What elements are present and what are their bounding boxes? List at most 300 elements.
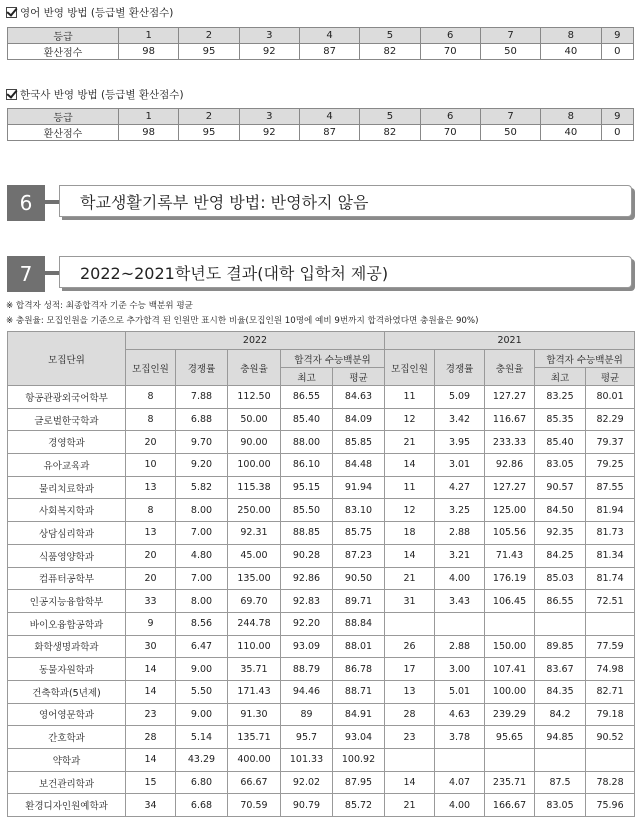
- grade-cell: 4: [299, 109, 359, 125]
- score-cell: 50: [480, 125, 540, 141]
- value-cell: 87.55: [586, 476, 635, 499]
- value-cell: 14: [126, 658, 176, 681]
- value-cell: 92.83: [281, 590, 333, 613]
- unit-name: 약학과: [8, 749, 126, 772]
- history-grade-table: [7, 108, 634, 141]
- section-number: 7: [7, 256, 45, 292]
- section-heading: 학교생활기록부 반영 방법: 반영하지 않음: [59, 185, 632, 217]
- value-cell: 171.43: [228, 680, 281, 703]
- value-cell: 6.80: [176, 771, 228, 794]
- value-cell: 71.43: [485, 544, 535, 567]
- score-cell: 70: [420, 125, 480, 141]
- value-cell: [586, 612, 635, 635]
- value-cell: 127.27: [485, 386, 535, 409]
- value-cell: 14: [385, 544, 435, 567]
- section-7-banner: [7, 256, 632, 292]
- value-cell: 3.01: [435, 454, 485, 477]
- table-row: [8, 635, 635, 658]
- table-row: [8, 703, 635, 726]
- score-cell: 82: [360, 44, 420, 60]
- value-cell: 100.00: [228, 454, 281, 477]
- value-cell: 86.10: [281, 454, 333, 477]
- avg-header: 평균: [333, 368, 385, 386]
- grade-cell: 3: [239, 28, 299, 44]
- section-heading: 2022~2021학년도 결과(대학 입학처 제공): [59, 256, 632, 288]
- score-cell: 95: [179, 125, 239, 141]
- value-cell: 92.86: [485, 454, 535, 477]
- score-cell: 0: [601, 125, 634, 141]
- value-cell: 20: [126, 431, 176, 454]
- value-cell: 81.94: [586, 499, 635, 522]
- value-cell: 84.63: [333, 386, 385, 409]
- grade-cell: 2: [179, 109, 239, 125]
- unit-name: 인공지능융합학부: [8, 590, 126, 613]
- value-cell: 84.25: [535, 544, 586, 567]
- value-cell: 14: [385, 454, 435, 477]
- score-label: 환산점수: [8, 44, 119, 60]
- value-cell: 112.50: [228, 386, 281, 409]
- value-cell: 30: [126, 635, 176, 658]
- value-cell: 21: [385, 567, 435, 590]
- value-cell: [586, 749, 635, 772]
- value-cell: 81.73: [586, 522, 635, 545]
- unit-name: 컴퓨터공학부: [8, 567, 126, 590]
- grade-cell: 5: [360, 28, 420, 44]
- grade-cell: 8: [541, 109, 601, 125]
- value-cell: 2.88: [435, 635, 485, 658]
- score-cell: 87: [299, 44, 359, 60]
- fill-header: 충원율: [485, 350, 535, 386]
- note-score: ※ 합격자 성적: 최종합격자 기준 수능 백분위 평균: [6, 301, 193, 311]
- value-cell: 12: [385, 408, 435, 431]
- value-cell: 83.25: [535, 386, 586, 409]
- value-cell: 92.86: [281, 567, 333, 590]
- value-cell: 7.00: [176, 567, 228, 590]
- value-cell: 106.45: [485, 590, 535, 613]
- value-cell: 8: [126, 386, 176, 409]
- unit-name: 건축학과(5년제): [8, 680, 126, 703]
- value-cell: 3.95: [435, 431, 485, 454]
- value-cell: 87.23: [333, 544, 385, 567]
- grade-cell: 5: [360, 109, 420, 125]
- value-cell: 150.00: [485, 635, 535, 658]
- section-number: 6: [7, 185, 45, 221]
- value-cell: 94.85: [535, 726, 586, 749]
- score-cell: 40: [541, 44, 601, 60]
- value-cell: 85.40: [281, 408, 333, 431]
- value-cell: 84.91: [333, 703, 385, 726]
- unit-name: 보건관리학과: [8, 771, 126, 794]
- value-cell: 74.98: [586, 658, 635, 681]
- value-cell: 3.21: [435, 544, 485, 567]
- value-cell: 115.38: [228, 476, 281, 499]
- value-cell: 12: [385, 499, 435, 522]
- value-cell: 2.88: [435, 522, 485, 545]
- value-cell: [485, 612, 535, 635]
- value-cell: 6.88: [176, 408, 228, 431]
- value-cell: 84.35: [535, 680, 586, 703]
- unit-name: 식품영양학과: [8, 544, 126, 567]
- grade-cell: 7: [480, 109, 540, 125]
- value-cell: 3.42: [435, 408, 485, 431]
- checkbox-icon: [6, 7, 17, 18]
- value-cell: 31: [385, 590, 435, 613]
- value-cell: 92.31: [228, 522, 281, 545]
- value-cell: 87.95: [333, 771, 385, 794]
- value-cell: 88.01: [333, 635, 385, 658]
- value-cell: 135.00: [228, 567, 281, 590]
- value-cell: 85.35: [535, 408, 586, 431]
- score-cell: 50: [480, 44, 540, 60]
- value-cell: 235.71: [485, 771, 535, 794]
- unit-name: 환경디자인원예학과: [8, 794, 126, 817]
- history-section-title: 한국사 반영 방법 (등급별 환산점수): [6, 87, 184, 102]
- value-cell: 86.55: [281, 386, 333, 409]
- value-cell: 400.00: [228, 749, 281, 772]
- table-row: [8, 476, 635, 499]
- avg-header: 평균: [586, 368, 635, 386]
- value-cell: 85.75: [333, 522, 385, 545]
- value-cell: 80.01: [586, 386, 635, 409]
- value-cell: [435, 749, 485, 772]
- value-cell: 88.85: [281, 522, 333, 545]
- table-row: [8, 431, 635, 454]
- value-cell: 88.00: [281, 431, 333, 454]
- unit-name: 경영학과: [8, 431, 126, 454]
- value-cell: [385, 612, 435, 635]
- value-cell: 83.05: [535, 454, 586, 477]
- value-cell: 11: [385, 386, 435, 409]
- grade-cell: 9: [601, 109, 634, 125]
- value-cell: 84.48: [333, 454, 385, 477]
- value-cell: 88.79: [281, 658, 333, 681]
- value-cell: 8.00: [176, 590, 228, 613]
- value-cell: 4.27: [435, 476, 485, 499]
- value-cell: 9.70: [176, 431, 228, 454]
- value-cell: 90.00: [228, 431, 281, 454]
- table-row: [8, 386, 635, 409]
- value-cell: 43.29: [176, 749, 228, 772]
- value-cell: 4.00: [435, 794, 485, 817]
- value-cell: 50.00: [228, 408, 281, 431]
- quota-header: 모집인원: [385, 350, 435, 386]
- value-cell: 8: [126, 408, 176, 431]
- value-cell: 18: [385, 522, 435, 545]
- unit-name: 물리치료학과: [8, 476, 126, 499]
- value-cell: 13: [126, 476, 176, 499]
- unit-name: 동물자원학과: [8, 658, 126, 681]
- table-row: [8, 680, 635, 703]
- value-cell: 86.55: [535, 590, 586, 613]
- section-6-banner: [7, 185, 632, 221]
- value-cell: 84.2: [535, 703, 586, 726]
- score-cell: 82: [360, 125, 420, 141]
- grade-cell: 1: [119, 109, 179, 125]
- value-cell: 66.67: [228, 771, 281, 794]
- value-cell: 91.94: [333, 476, 385, 499]
- value-cell: 83.05: [535, 794, 586, 817]
- value-cell: 88.84: [333, 612, 385, 635]
- grade-label: 등급: [8, 109, 119, 125]
- max-header: 최고: [535, 368, 586, 386]
- unit-name: 영어영문학과: [8, 703, 126, 726]
- grade-cell: 9: [601, 28, 634, 44]
- value-cell: [535, 749, 586, 772]
- grade-cell: 1: [119, 28, 179, 44]
- value-cell: 95.15: [281, 476, 333, 499]
- table-row: [8, 749, 635, 772]
- rate-header: 경쟁률: [435, 350, 485, 386]
- value-cell: [435, 612, 485, 635]
- value-cell: 5.09: [435, 386, 485, 409]
- value-cell: 23: [385, 726, 435, 749]
- table-row: [8, 590, 635, 613]
- unit-name: 상담심리학과: [8, 522, 126, 545]
- value-cell: 107.41: [485, 658, 535, 681]
- value-cell: 8: [126, 499, 176, 522]
- value-cell: 244.78: [228, 612, 281, 635]
- value-cell: 7.88: [176, 386, 228, 409]
- max-header: 최고: [281, 368, 333, 386]
- value-cell: 70.59: [228, 794, 281, 817]
- value-cell: 11: [385, 476, 435, 499]
- table-row: [8, 408, 635, 431]
- value-cell: 81.74: [586, 567, 635, 590]
- value-cell: 79.37: [586, 431, 635, 454]
- score-cell: 87: [299, 125, 359, 141]
- value-cell: 93.04: [333, 726, 385, 749]
- results-table: [7, 331, 635, 817]
- value-cell: 9.00: [176, 703, 228, 726]
- value-cell: 92.35: [535, 522, 586, 545]
- value-cell: 20: [126, 567, 176, 590]
- value-cell: 95.65: [485, 726, 535, 749]
- value-cell: 3.00: [435, 658, 485, 681]
- grade-cell: 2: [179, 28, 239, 44]
- score-cell: 70: [420, 44, 480, 60]
- value-cell: 101.33: [281, 749, 333, 772]
- value-cell: 8.56: [176, 612, 228, 635]
- value-cell: 83.10: [333, 499, 385, 522]
- unit-name: 사회복지학과: [8, 499, 126, 522]
- checkbox-icon: [6, 89, 17, 100]
- value-cell: 90.57: [535, 476, 586, 499]
- fill-header: 충원율: [228, 350, 281, 386]
- value-cell: 34: [126, 794, 176, 817]
- table-row: [8, 567, 635, 590]
- value-cell: 93.09: [281, 635, 333, 658]
- value-cell: 176.19: [485, 567, 535, 590]
- value-cell: 85.03: [535, 567, 586, 590]
- table-row: [8, 522, 635, 545]
- unit-name: 화학생명과학과: [8, 635, 126, 658]
- value-cell: 78.28: [586, 771, 635, 794]
- value-cell: 82.29: [586, 408, 635, 431]
- value-cell: 4.00: [435, 567, 485, 590]
- grade-cell: 8: [541, 28, 601, 44]
- value-cell: 72.51: [586, 590, 635, 613]
- english-section-title: 영어 반영 방법 (등급별 환산점수): [6, 5, 173, 20]
- value-cell: 5.50: [176, 680, 228, 703]
- score-cell: 95: [179, 44, 239, 60]
- year-2022-header: 2022: [126, 332, 385, 350]
- grade-cell: 4: [299, 28, 359, 44]
- table-row: [8, 771, 635, 794]
- value-cell: 92.20: [281, 612, 333, 635]
- value-cell: 83.67: [535, 658, 586, 681]
- value-cell: 85.85: [333, 431, 385, 454]
- value-cell: 13: [385, 680, 435, 703]
- score-label: 환산점수: [8, 125, 119, 141]
- value-cell: 90.50: [333, 567, 385, 590]
- value-cell: 79.18: [586, 703, 635, 726]
- value-cell: 233.33: [485, 431, 535, 454]
- unit-name: 글로벌한국학과: [8, 408, 126, 431]
- value-cell: 4.63: [435, 703, 485, 726]
- score-cell: 0: [601, 44, 634, 60]
- value-cell: 33: [126, 590, 176, 613]
- score-cell: 98: [119, 125, 179, 141]
- table-row: [8, 544, 635, 567]
- rate-header: 경쟁률: [176, 350, 228, 386]
- value-cell: 90.52: [586, 726, 635, 749]
- value-cell: 94.46: [281, 680, 333, 703]
- value-cell: 77.59: [586, 635, 635, 658]
- value-cell: [485, 749, 535, 772]
- value-cell: 20: [126, 544, 176, 567]
- value-cell: 87.5: [535, 771, 586, 794]
- value-cell: 90.28: [281, 544, 333, 567]
- value-cell: 91.30: [228, 703, 281, 726]
- value-cell: 89: [281, 703, 333, 726]
- table-row: [8, 658, 635, 681]
- value-cell: 3.43: [435, 590, 485, 613]
- unit-name: 유아교육과: [8, 454, 126, 477]
- value-cell: 69.70: [228, 590, 281, 613]
- value-cell: 250.00: [228, 499, 281, 522]
- value-cell: 3.78: [435, 726, 485, 749]
- grade-cell: 7: [480, 28, 540, 44]
- value-cell: 9: [126, 612, 176, 635]
- score-cell: 92: [239, 44, 299, 60]
- quota-header: 모집인원: [126, 350, 176, 386]
- value-cell: [385, 749, 435, 772]
- connector: [45, 271, 59, 275]
- value-cell: 92.02: [281, 771, 333, 794]
- table-row: [8, 794, 635, 817]
- unit-name: 간호학과: [8, 726, 126, 749]
- value-cell: 95.7: [281, 726, 333, 749]
- value-cell: 14: [126, 680, 176, 703]
- value-cell: 166.67: [485, 794, 535, 817]
- value-cell: 14: [385, 771, 435, 794]
- score-cell: 98: [119, 44, 179, 60]
- value-cell: 9.20: [176, 454, 228, 477]
- value-cell: 4.07: [435, 771, 485, 794]
- grade-cell: 6: [420, 109, 480, 125]
- value-cell: 89.71: [333, 590, 385, 613]
- table-row: [8, 499, 635, 522]
- score-cell: 92: [239, 125, 299, 141]
- table-row: [8, 726, 635, 749]
- value-cell: 135.71: [228, 726, 281, 749]
- year-2021-header: 2021: [385, 332, 635, 350]
- value-cell: 239.29: [485, 703, 535, 726]
- value-cell: 45.00: [228, 544, 281, 567]
- value-cell: 4.80: [176, 544, 228, 567]
- english-grade-table: [7, 27, 634, 60]
- value-cell: 88.71: [333, 680, 385, 703]
- percentile-header: 합격자 수능백분위: [535, 350, 635, 368]
- value-cell: 84.09: [333, 408, 385, 431]
- value-cell: 21: [385, 794, 435, 817]
- value-cell: 85.50: [281, 499, 333, 522]
- value-cell: 26: [385, 635, 435, 658]
- value-cell: 6.68: [176, 794, 228, 817]
- value-cell: 79.25: [586, 454, 635, 477]
- value-cell: 86.78: [333, 658, 385, 681]
- value-cell: 35.71: [228, 658, 281, 681]
- value-cell: 6.47: [176, 635, 228, 658]
- value-cell: 21: [385, 431, 435, 454]
- value-cell: 85.40: [535, 431, 586, 454]
- value-cell: 75.96: [586, 794, 635, 817]
- value-cell: 3.25: [435, 499, 485, 522]
- table-row: [8, 612, 635, 635]
- value-cell: 28: [385, 703, 435, 726]
- grade-label: 등급: [8, 28, 119, 44]
- value-cell: 10: [126, 454, 176, 477]
- grade-cell: 6: [420, 28, 480, 44]
- value-cell: 89.85: [535, 635, 586, 658]
- value-cell: 82.71: [586, 680, 635, 703]
- note-fill-rate: ※ 충원율: 모집인원을 기준으로 추가합격 된 인원만 표시한 비율(모집인원 10명에 예비 9번까지 합격하였다면 충원율은 90%): [6, 316, 479, 326]
- value-cell: 8.00: [176, 499, 228, 522]
- unit-name: 항공관광외국어학부: [8, 386, 126, 409]
- value-cell: 9.00: [176, 658, 228, 681]
- value-cell: 110.00: [228, 635, 281, 658]
- score-cell: 40: [541, 125, 601, 141]
- value-cell: [535, 612, 586, 635]
- value-cell: 13: [126, 522, 176, 545]
- value-cell: 14: [126, 749, 176, 772]
- value-cell: 105.56: [485, 522, 535, 545]
- connector: [45, 200, 59, 204]
- value-cell: 7.00: [176, 522, 228, 545]
- value-cell: 127.27: [485, 476, 535, 499]
- value-cell: 5.14: [176, 726, 228, 749]
- value-cell: 5.01: [435, 680, 485, 703]
- value-cell: 90.79: [281, 794, 333, 817]
- value-cell: 125.00: [485, 499, 535, 522]
- value-cell: 116.67: [485, 408, 535, 431]
- value-cell: 81.34: [586, 544, 635, 567]
- value-cell: 23: [126, 703, 176, 726]
- table-row: [8, 454, 635, 477]
- percentile-header: 합격자 수능백분위: [281, 350, 385, 368]
- value-cell: 84.50: [535, 499, 586, 522]
- value-cell: 85.72: [333, 794, 385, 817]
- unit-header: 모집단위: [8, 332, 126, 386]
- value-cell: 5.82: [176, 476, 228, 499]
- value-cell: 100.92: [333, 749, 385, 772]
- value-cell: 15: [126, 771, 176, 794]
- value-cell: 28: [126, 726, 176, 749]
- value-cell: 17: [385, 658, 435, 681]
- grade-cell: 3: [239, 109, 299, 125]
- unit-name: 바이오융합공학과: [8, 612, 126, 635]
- value-cell: 100.00: [485, 680, 535, 703]
